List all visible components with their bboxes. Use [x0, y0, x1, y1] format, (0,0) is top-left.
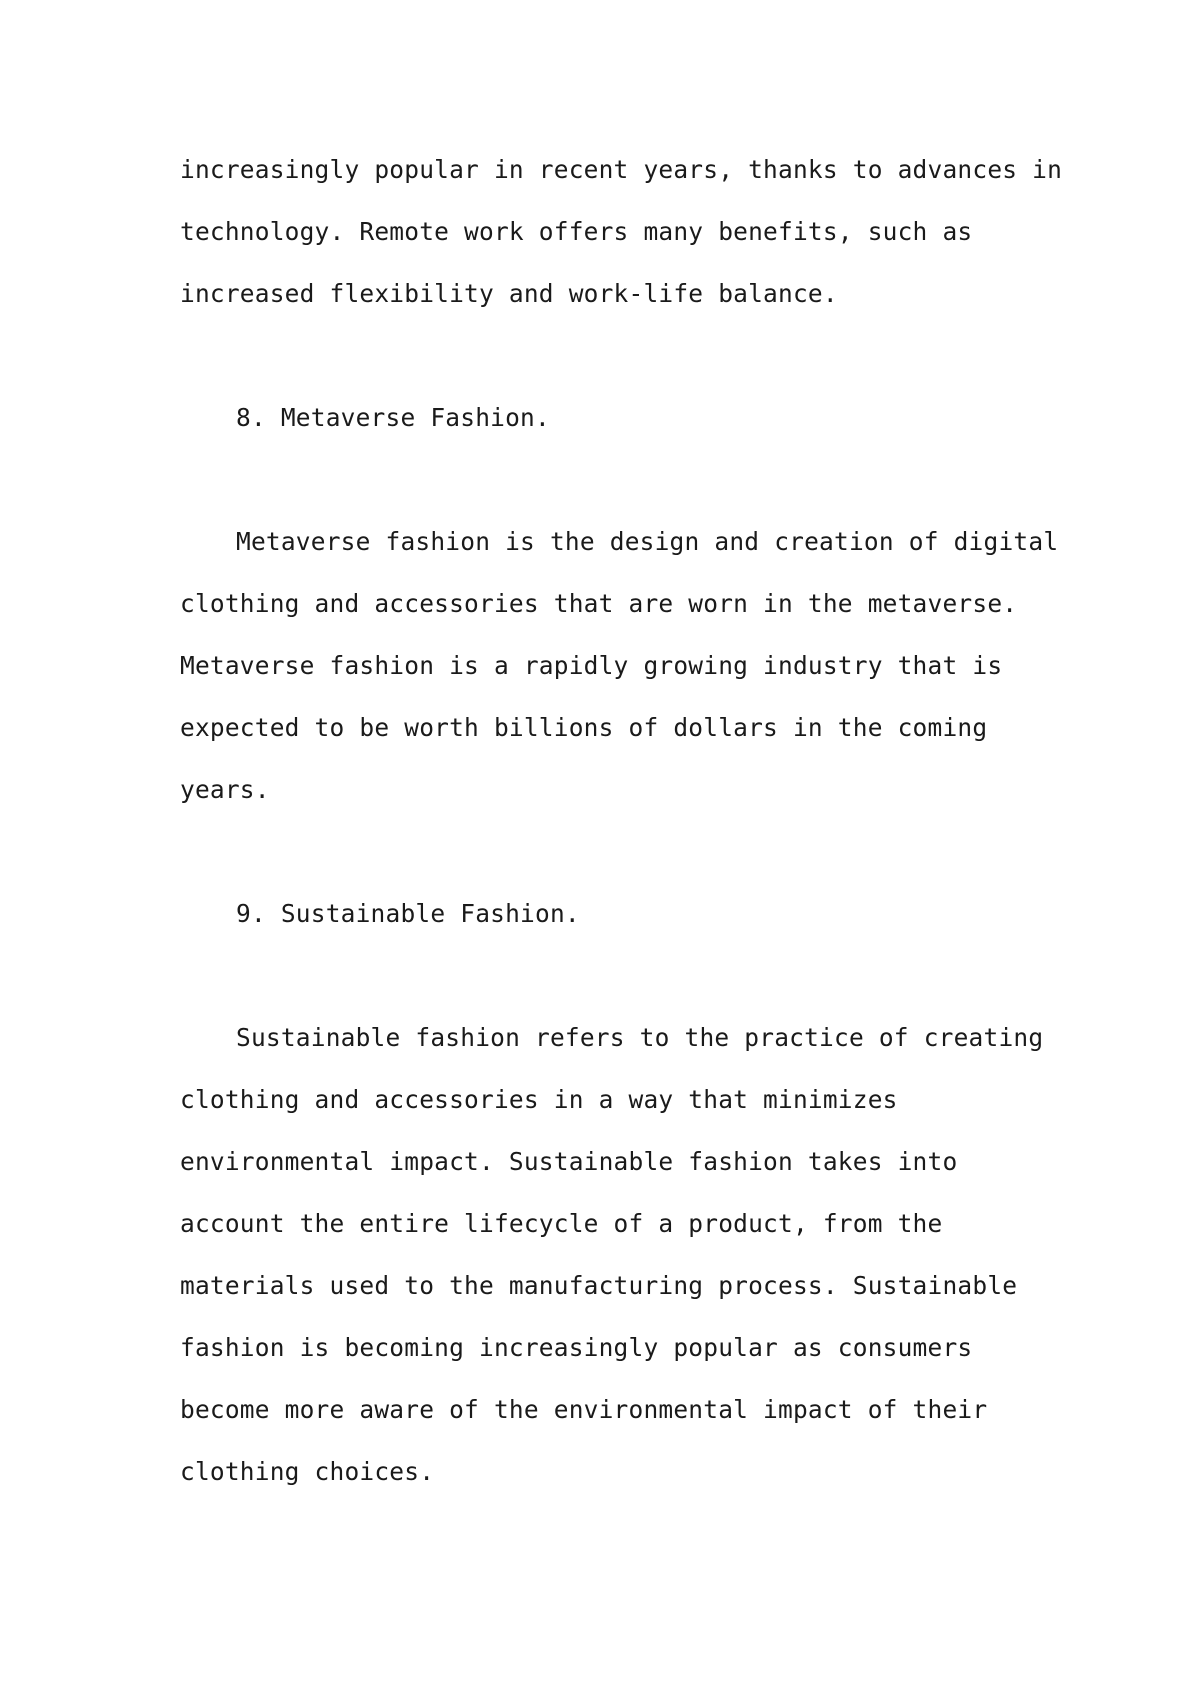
paragraph-line: fashion is becoming increasingly popular as consumers: [180, 1333, 973, 1362]
paragraph-line: become more aware of the environmental impact of their: [180, 1395, 988, 1424]
paragraph-line: clothing and accessories in a way that minimizes: [180, 1085, 898, 1114]
paragraph-line: Metaverse fashion is a rapidly growing industry that is: [180, 651, 1003, 680]
paragraph-line: clothing and accessories that are worn in the metaverse.: [180, 589, 1018, 618]
paragraph-line: increased flexibility and work-life balance.: [180, 279, 838, 308]
paragraph-line: clothing choices.: [180, 1457, 435, 1486]
paragraph-line: increasingly popular in recent years, thanks to advances in: [180, 155, 1063, 184]
paragraph-line: technology. Remote work offers many benefits, such as: [180, 217, 973, 246]
paragraph-line: materials used to the manufacturing process. Sustainable: [180, 1271, 1018, 1300]
paragraph-line: expected to be worth billions of dollars in the coming: [180, 713, 988, 742]
paragraph-line: Sustainable fashion refers to the practice of creating: [236, 1023, 1044, 1052]
paragraph-line: environmental impact. Sustainable fashion takes into: [180, 1147, 958, 1176]
paragraph-line: Metaverse fashion is the design and creation of digital: [236, 527, 1059, 556]
section-heading-sustainable-fashion: 9. Sustainable Fashion.: [236, 899, 580, 928]
paragraph-line: years.: [180, 775, 270, 804]
paragraph-line: account the entire lifecycle of a product, from the: [180, 1209, 943, 1238]
section-heading-metaverse-fashion: 8. Metaverse Fashion.: [236, 403, 550, 432]
